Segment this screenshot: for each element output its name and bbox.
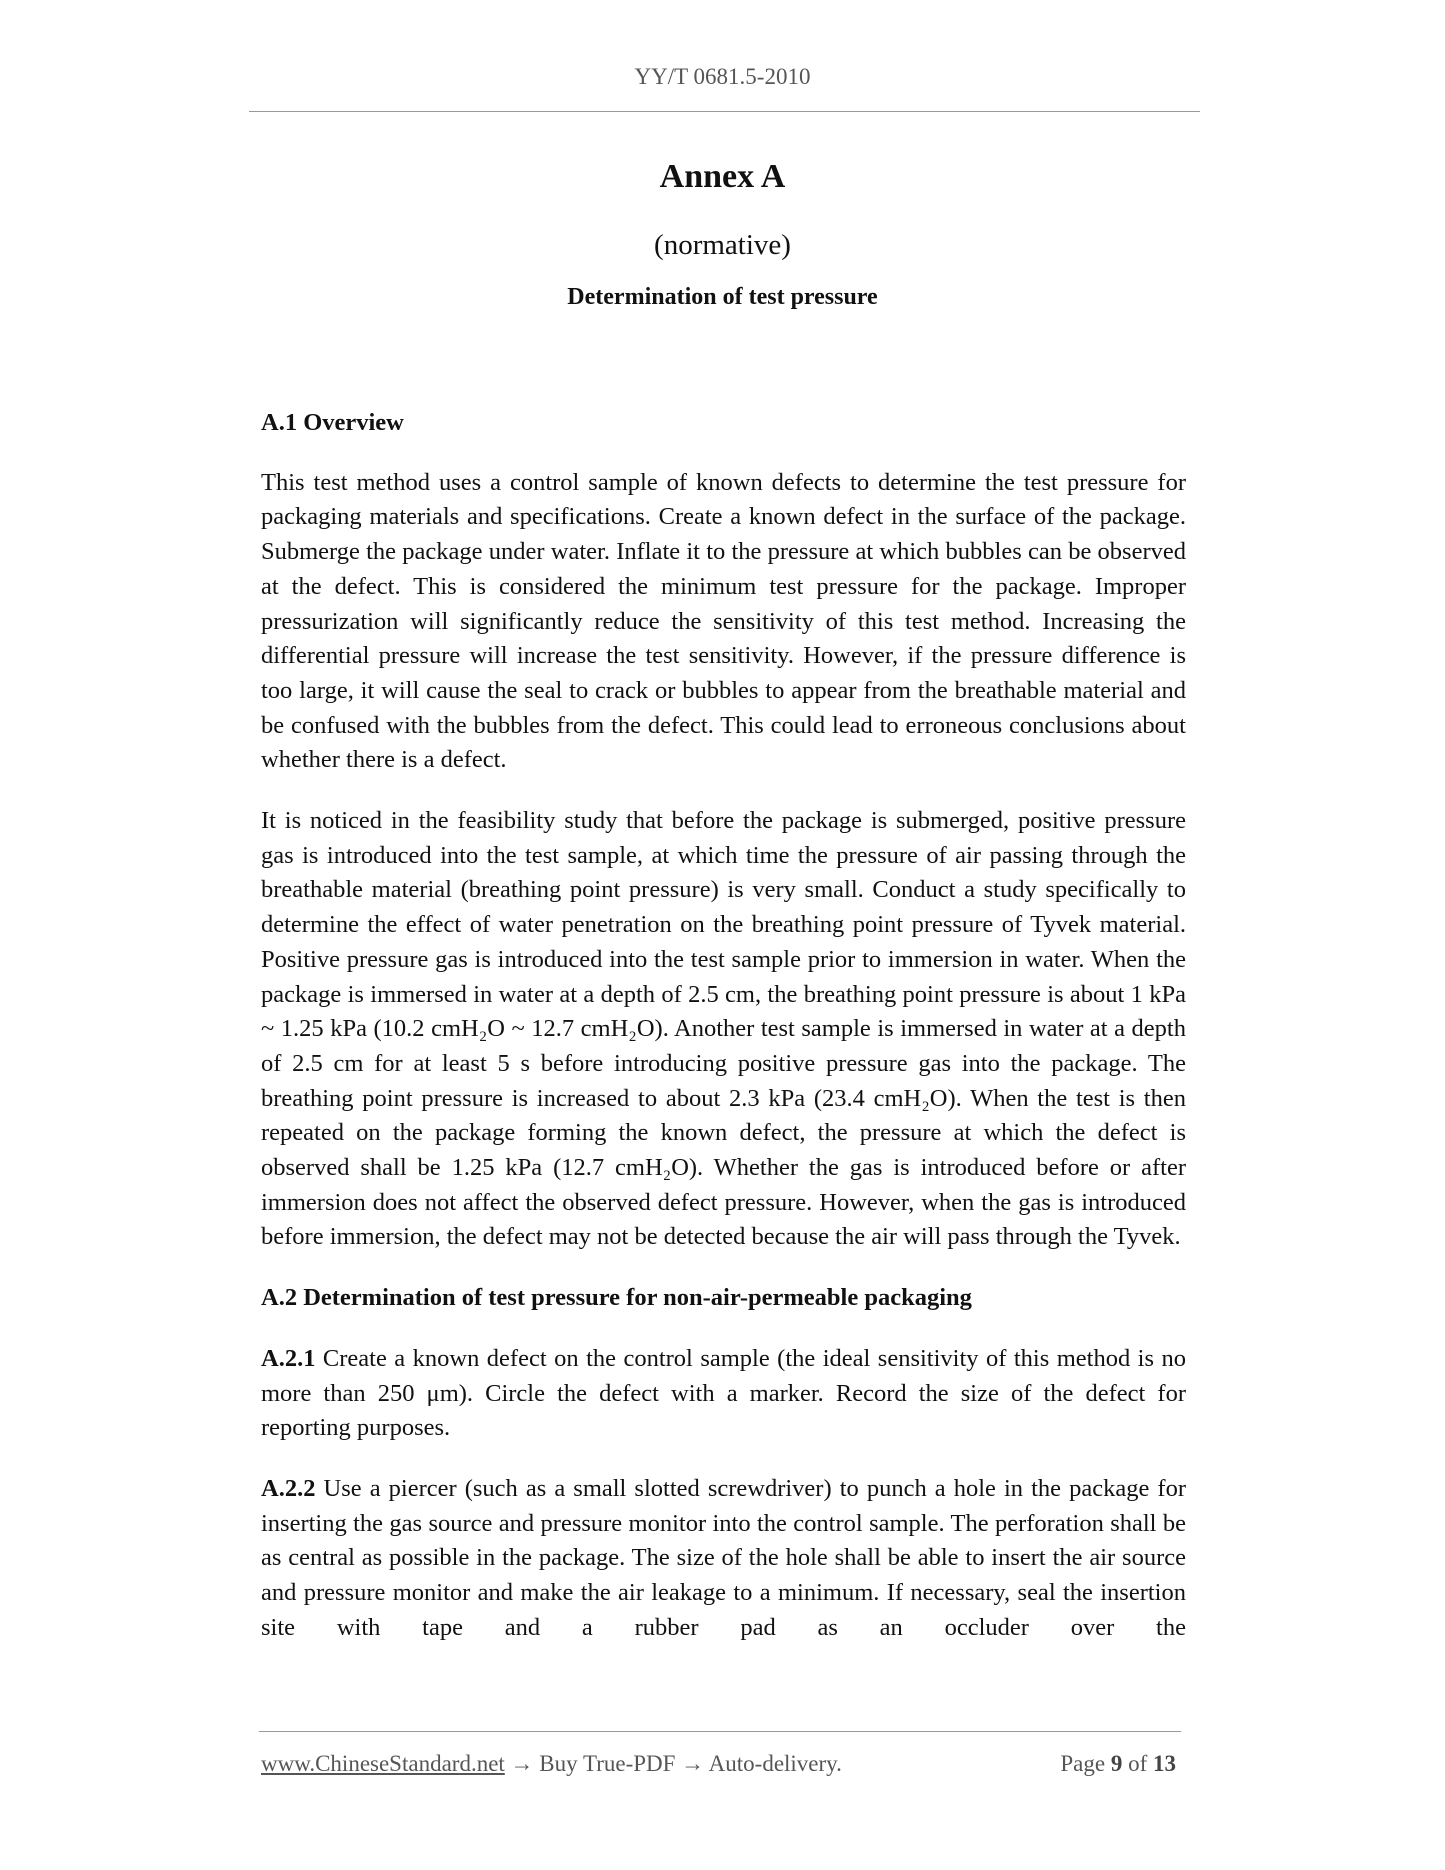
website-link[interactable]: www.ChineseStandard.net [261,1751,505,1776]
page-number [1060,1751,1176,1777]
annex-subtitle: Determination of test pressure [567,284,878,310]
paragraph-a1-1: This test method uses a control sample of known defects to determine the test pressure for packaging materials and specifications. Create a known defect in the surface of the package. Submerge the package under water. Inflate it to the pressure at which bubbles can be observed at the defect. This is considered the minimum test pressure for the package. Improper pressurization will significantly reduce the sensitivity of this test method. Increasing the differential pressure will increase the test sensitivity. However, if the pressure difference is too large, it will cause the seal to crack or bubbles to appear from the breathable material and be confused with the bubbles from the defect. This could lead to erroneous conclusions about whether there is a defect. [261,468,1186,774]
clause-text: Create a known defect on the control sample (the ideal sensitivity of this method is no more than 250 μm). Circle the defect with a marker. Record the size of the defect for reporting purposes. [261,1344,1186,1442]
page-of: of [1122,1751,1153,1776]
annex-title: Annex A [659,158,786,195]
footer-divider [259,1731,1181,1732]
section-heading-a1: A.1 Overview [261,409,404,436]
clause-label: A.2.2 [261,1474,316,1502]
page-label: Page [1060,1751,1111,1776]
page-total: 13 [1153,1751,1176,1776]
footer-promo [261,1751,842,1777]
clause-text: Use a piercer (such as a small slotted screwdriver) to punch a hole in the package for inserting the gas source and pressure monitor into the control sample. The perforation shall be as central as possible in the package. The size of the hole shall be able to insert the air source and pressure monitor and make the air leakage to a minimum. If necessary, seal the insertion site with tape and a rubber pad as an occluder over the [261,1474,1186,1641]
clause-label: A.2.1 [261,1344,316,1372]
page-footer [261,1751,1176,1777]
page-current: 9 [1110,1751,1123,1776]
footer-promo-text: → Buy True-PDF → Auto-delivery. [504,1751,842,1776]
running-header: YY/T 0681.5-2010 [634,64,811,89]
document-body [261,406,1186,1646]
section-heading-a2: A.2 Determination of test pressure for non-air-permeable packaging [261,1284,972,1312]
annex-type: (normative) [654,229,791,261]
paragraph-a1-2: It is noticed in the feasibility study that before the package is submerged, positive pressure gas is introduced into the test sample, at which time the pressure of air passing through the breathable material (breathing point pressure) is very small. Conduct a study specifically to determine the effect of water penetration on the breathing point pressure of Tyvek material. Positive pressure gas is introduced into the test sample prior to immersion in water. When the package is immersed in water at a depth of 2.5 cm, the breathing point pressure is about 1 kPa ~ 1.25 kPa (10.2 cmH₂O ~ 12.7 cmH₂O). Another test sample is immersed in water at a depth of 2.5 cm for at least 5 s before introducing positive pressure gas into the package. The breathing point pressure is increased to about 2.3 kPa (23.4 cmH₂O). When the test is then repeated on the package forming the known defect, the pressure at which the defect is observed shall be 1.25 kPa (12.7 cmH₂O). Whether the gas is introduced before or after immersion does not affect the observed defect pressure. However, when the gas is introduced before immersion, the defect may not be detected because the air will pass through the Tyvek. [261,807,1186,1251]
header-divider [249,111,1200,112]
clause-a22 [261,1472,1186,1646]
clause-a21 [261,1342,1186,1446]
